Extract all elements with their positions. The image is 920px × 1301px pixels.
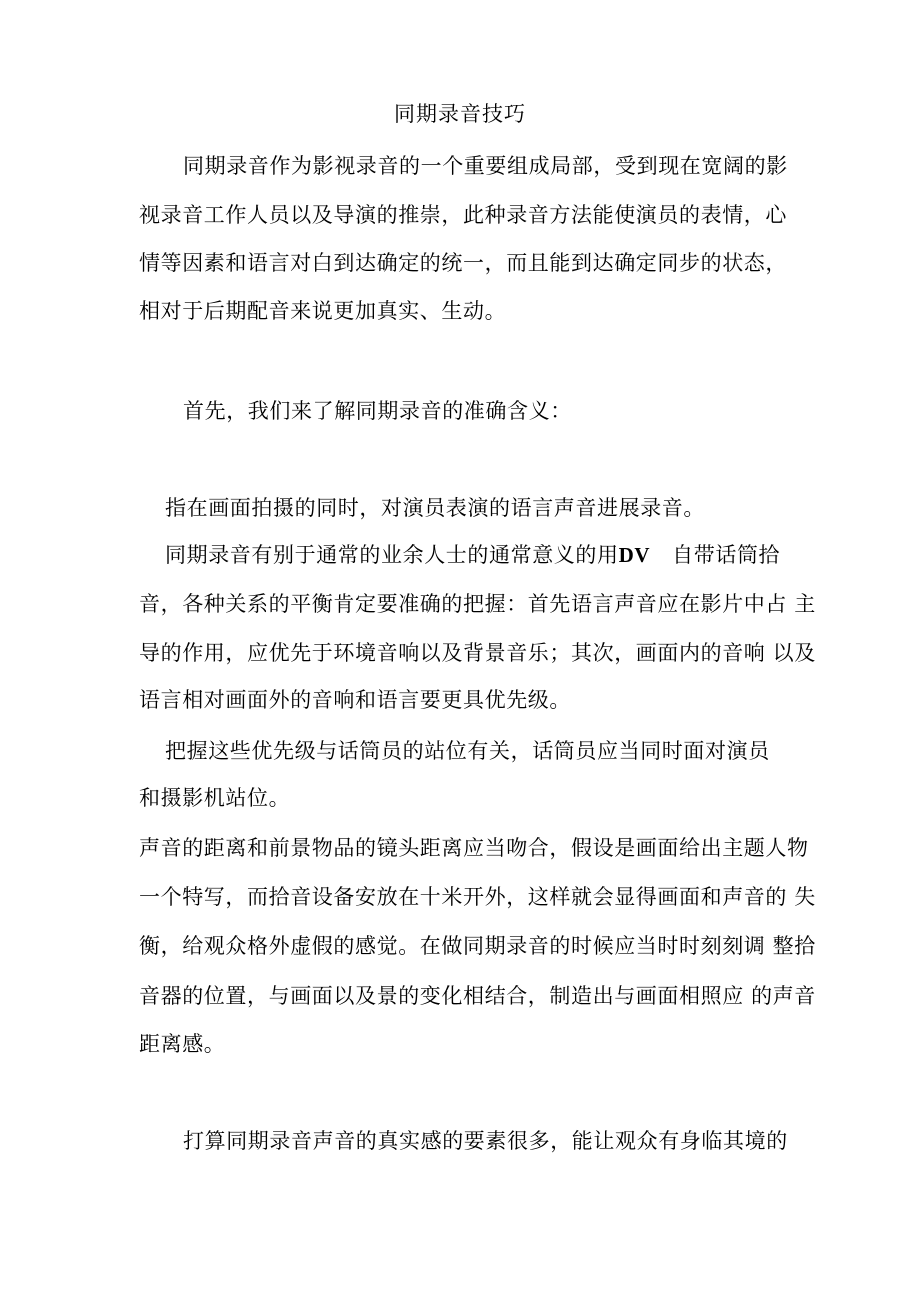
paragraph-line: 指在画面拍摄的同时，对演员表演的语言声音进展录音。 (165, 496, 705, 520)
dv-term: DV (618, 543, 651, 567)
paragraph-line: 打算同期录音声音的真实感的要素很多，能让观众有身临其境的 (183, 1129, 788, 1153)
paragraph-line: 语言相对画面外的音响和语言要更具优先级。 (139, 688, 571, 712)
paragraph-line: 衡，给观众格外虚假的感觉。在做同期录音的时候应当时时刻刻调 整拾 (139, 934, 816, 958)
paragraph-line: 音，各种关系的平衡肯定要准确的把握：首先语言声音应在影片中占 主 (139, 592, 816, 616)
paragraph-line: 一个特写，而拾音设备安放在十米开外，这样就会显得画面和声音的 失 (139, 885, 816, 909)
paragraph-line: 把握这些优先级与话筒员的站位有关，话筒员应当同时面对演员 (165, 739, 770, 763)
paragraph-line: 视录音工作人员以及导演的推崇，此种录音方法能使演员的表情，心 (139, 203, 787, 227)
paragraph-line: 声音的距离和前景物品的镜头距离应当吻合，假设是画面给出主题人物 (139, 836, 809, 860)
paragraph-line: 距离感。 (139, 1032, 226, 1056)
paragraph-line: 相对于后期配音来说更加真实、生动。 (139, 299, 507, 323)
paragraph-line (165, 539, 780, 571)
document-title: 同期录音技巧 (394, 102, 526, 126)
line-text: 同期录音有别于通常的业余人士的通常意义的用 (165, 543, 619, 567)
paragraph-line: 导的作用，应优先于环境音响以及背景音乐；其次，画面内的音响 以及 (139, 641, 816, 665)
paragraph-line: 音器的位置，与画面以及景的变化相结合，制造出与画面相照应 的声音 (139, 984, 816, 1008)
paragraph-line: 和摄影机站位。 (139, 786, 291, 810)
paragraph-line: 情等因素和语言对白到达确定的统一，而且能到达确定同步的状态， (139, 251, 787, 275)
paragraph-line: 首先，我们来了解同期录音的准确含义： (183, 399, 572, 423)
line-text: 自带话筒拾 (672, 543, 781, 567)
paragraph-line: 同期录音作为影视录音的一个重要组成局部，受到现在宽阔的影 (183, 154, 788, 178)
